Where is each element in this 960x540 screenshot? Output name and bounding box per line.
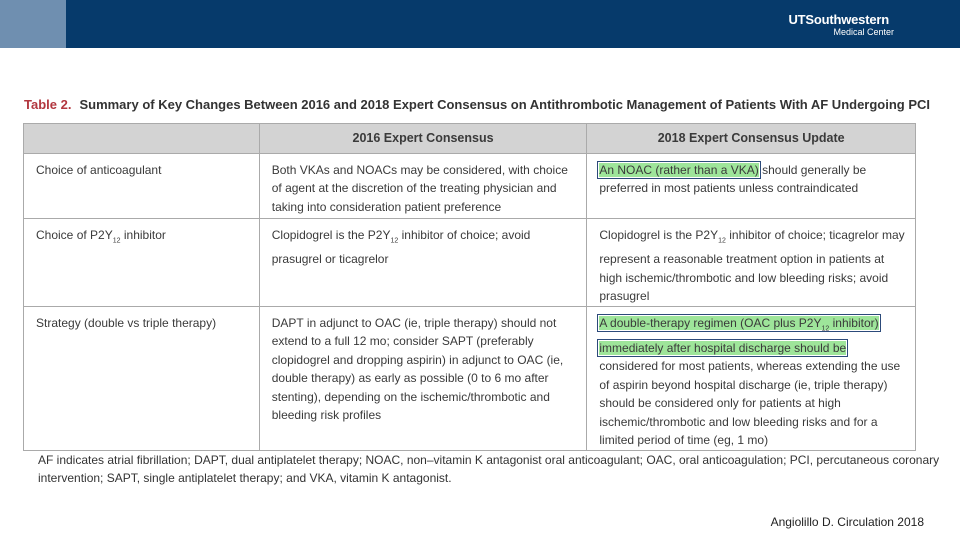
cell-text: should generally be preferred in most patients unless contraindicated	[599, 162, 867, 195]
table-row	[24, 153, 916, 218]
table-header-row	[24, 124, 916, 154]
consensus-table	[23, 123, 916, 451]
subscript: 12	[821, 325, 830, 333]
cell-2018	[587, 218, 916, 306]
highlighted-text: An NOAC (rather than a VKA)	[599, 162, 759, 177]
cell-text: inhibitor) immediately after hospital discharge should be	[599, 315, 879, 355]
logo-line-1: UTSouthwestern	[788, 12, 889, 27]
cell-2016	[259, 218, 587, 306]
table-title-text: Summary of Key Changes Between 2016 and 2018 Expert Consensus on Antithrombotic Management of Patients With AF Undergoing PCI	[79, 97, 931, 112]
table-title	[24, 97, 931, 112]
table-row	[24, 306, 916, 450]
cell-2016: Both VKAs and NOACs may be considered, with choice of agent at the discretion of the treating physician and taking into consideration patient preference	[259, 153, 587, 218]
label-text: inhibitor	[120, 227, 166, 242]
table-footnote: AF indicates atrial fibrillation; DAPT, dual antiplatelet therapy; NOAC, non–vitamin K antagonist oral anticoagulant; OAC, oral anticoagulation; PCI, percutaneous coronary intervention; SAPT, single antiplatelet therapy; and VKA, vitamin K antagonist.	[38, 453, 940, 485]
subscript: 12	[112, 236, 121, 244]
cell-text: inhibitor of choice; avoid prasugrel or ticagrelor	[271, 227, 531, 267]
row-label: Strategy (double vs triple therapy)	[24, 306, 260, 450]
header-accent-block	[0, 0, 66, 48]
highlighted-text	[599, 316, 878, 355]
cell-text: considered for most patients, whereas extending the use of aspirin beyond hospital discharge (ie, triple therapy) should be considered only for patients at high ischemic/thrombotic and low bleeding risks and for a limited period of time (eg, 1 mo)	[599, 359, 901, 448]
cell-text: inhibitor of choice; ticagrelor may represent a reasonable treatment option in patients at high ischemic/thrombotic and low bleeding risks; avoid prasugrel	[599, 227, 905, 304]
column-header-2016: 2016 Expert Consensus	[259, 124, 587, 154]
cell-text: Clopidogrel is the P2Y	[271, 227, 391, 242]
header-bar	[0, 0, 960, 48]
subscript: 12	[390, 236, 399, 244]
column-header-blank	[24, 124, 260, 154]
citation: Angiolillo D. Circulation 2018	[770, 515, 924, 529]
table-row	[24, 218, 916, 306]
table-number: Table 2.	[24, 97, 72, 112]
row-label	[24, 218, 260, 306]
cell-2018	[587, 306, 916, 450]
logo-line-2: Medical Center	[833, 27, 894, 37]
cell-2018	[587, 153, 916, 218]
label-text: Choice of P2Y	[36, 227, 113, 242]
column-header-2018: 2018 Expert Consensus Update	[587, 124, 916, 154]
subscript: 12	[718, 236, 726, 244]
cell-text: Clopidogrel is the P2Y	[599, 227, 719, 242]
ut-southwestern-logo	[788, 13, 894, 37]
row-label: Choice of anticoagulant	[24, 153, 260, 218]
cell-2016: DAPT in adjunct to OAC (ie, triple therapy) should not extend to a full 12 mo; consider SAPT (preferably clopidogrel and dropping aspirin) in adjunct to OAC (ie, double therapy) as early as possible (0 to 6 mo after stenting), depending on the ischemic/thrombotic and bleeding risk profiles	[259, 306, 587, 450]
cell-text: A double-therapy regimen (OAC plus P2Y	[599, 315, 822, 330]
